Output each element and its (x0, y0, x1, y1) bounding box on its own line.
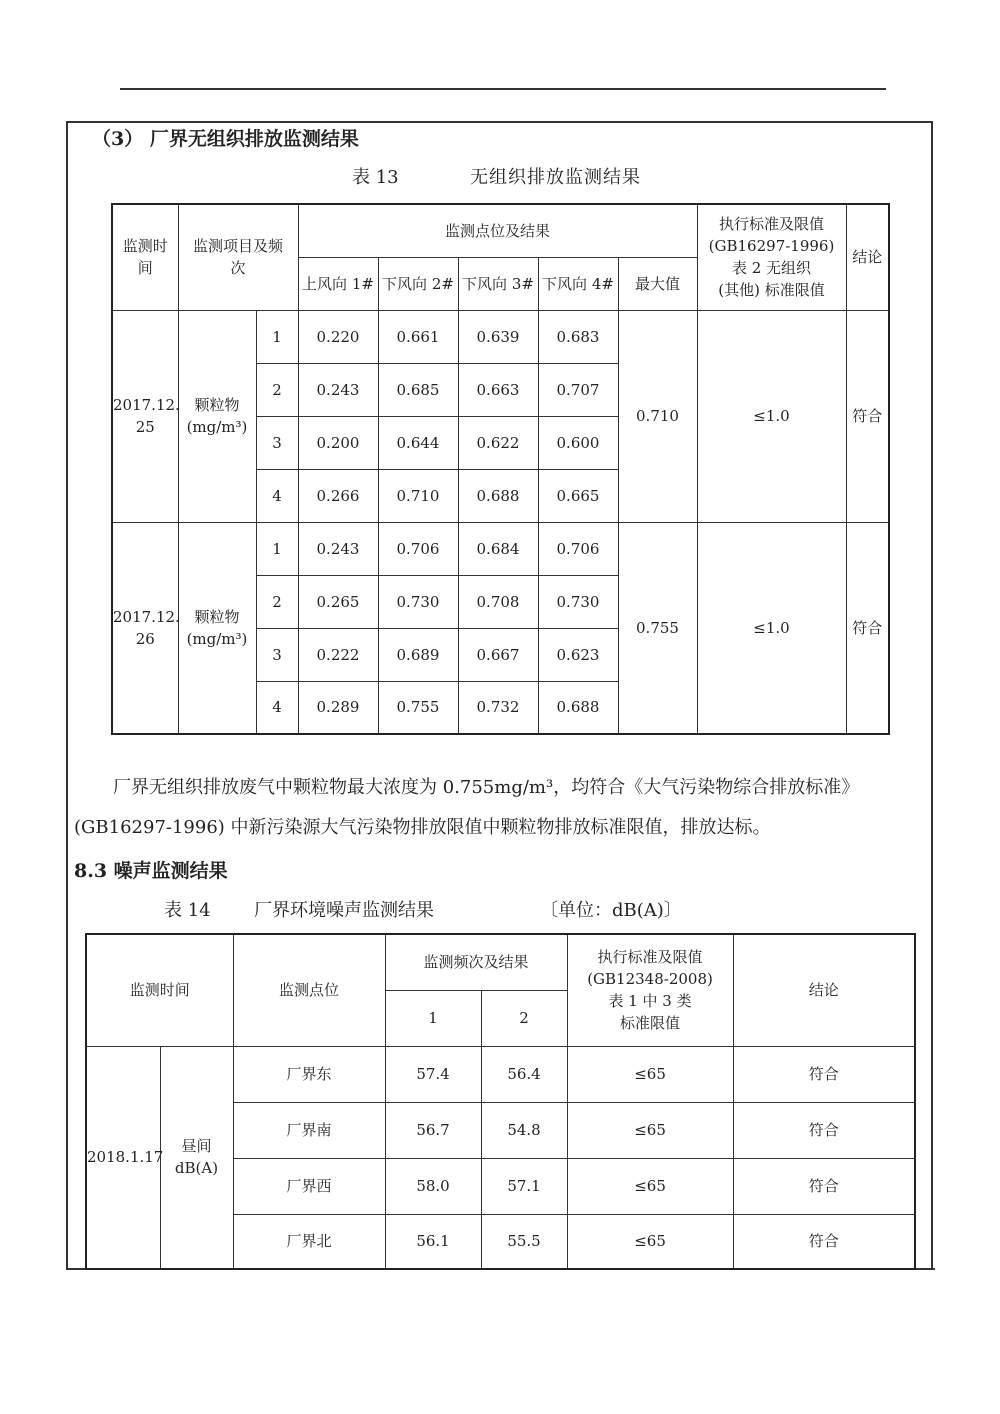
header-frequency-2: 2 (481, 990, 567, 1046)
value-cell: 0.661 (378, 310, 458, 363)
value-cell: 0.685 (378, 363, 458, 416)
conclusion-cell: 符合 (846, 522, 889, 734)
value-cell: 57.1 (481, 1158, 567, 1214)
header-max: 最大值 (618, 257, 697, 310)
header-item: 监测项目及频次 (178, 204, 298, 310)
value-cell: 0.707 (538, 363, 618, 416)
value-cell: 0.600 (538, 416, 618, 469)
value-cell: 0.732 (458, 681, 538, 734)
value-cell: 0.265 (298, 575, 378, 628)
header-point: 监测点位 (233, 934, 385, 1046)
header-standard: 执行标准及限值 (GB16297-1996) 表 2 无组织 (其他) 标准限值 (697, 204, 846, 310)
value-cell: 55.5 (481, 1214, 567, 1269)
point-cell: 厂界东 (233, 1046, 385, 1102)
value-cell: 0.730 (538, 575, 618, 628)
limit-cell: ≤65 (567, 1102, 733, 1158)
section-8-3-title: 8.3 噪声监测结果 (74, 860, 228, 882)
summary-paragraph-line-2: (GB16297-1996) 中新污染源大气污染物排放限值中颗粒物排放标准限值，排放达标。 (74, 817, 771, 838)
header-frequency-1: 1 (385, 990, 481, 1046)
value-cell: 54.8 (481, 1102, 567, 1158)
header-frequency-group: 监测频次及结果 (385, 934, 567, 990)
point-cell: 厂界南 (233, 1102, 385, 1158)
value-cell: 56.7 (385, 1102, 481, 1158)
header-point-3: 下风向 3# (458, 257, 538, 310)
value-cell: 56.4 (481, 1046, 567, 1102)
value-cell: 0.688 (458, 469, 538, 522)
header-conclusion: 结论 (846, 204, 889, 310)
freq-cell: 3 (256, 628, 298, 681)
value-cell: 0.220 (298, 310, 378, 363)
max-cell: 0.755 (618, 522, 697, 734)
value-cell: 56.1 (385, 1214, 481, 1269)
table-14-unit: 〔单位：dB(A)〕 (540, 900, 682, 921)
freq-cell: 1 (256, 522, 298, 575)
value-cell: 57.4 (385, 1046, 481, 1102)
conclusion-cell: 符合 (733, 1158, 915, 1214)
date-cell: 2017.12. 26 (112, 522, 178, 734)
conclusion-cell: 符合 (846, 310, 889, 522)
value-cell: 0.667 (458, 628, 538, 681)
value-cell: 0.683 (538, 310, 618, 363)
value-cell: 0.243 (298, 522, 378, 575)
table-13 (111, 203, 890, 735)
value-cell: 0.289 (298, 681, 378, 734)
value-cell: 0.684 (458, 522, 538, 575)
header-standard: 执行标准及限值 (GB12348-2008) 表 1 中 3 类 标准限值 (567, 934, 733, 1046)
summary-paragraph-line-1: 厂界无组织排放废气中颗粒物最大浓度为 0.755mg/m³，均符合《大气污染物综合排放标准》 (113, 777, 860, 798)
value-cell: 0.644 (378, 416, 458, 469)
header-rule (120, 88, 886, 90)
header-point-1: 上风向 1# (298, 257, 378, 310)
date-cell: 2017.12. 25 (112, 310, 178, 522)
freq-cell: 4 (256, 469, 298, 522)
freq-cell: 1 (256, 310, 298, 363)
conclusion-cell: 符合 (733, 1046, 915, 1102)
value-cell: 0.688 (538, 681, 618, 734)
date-cell: 2018.1.17 (86, 1046, 160, 1269)
value-cell: 0.243 (298, 363, 378, 416)
value-cell: 0.730 (378, 575, 458, 628)
value-cell: 58.0 (385, 1158, 481, 1214)
value-cell: 0.622 (458, 416, 538, 469)
conclusion-cell: 符合 (733, 1214, 915, 1269)
table-14-title: 厂界环境噪声监测结果 (254, 900, 434, 921)
value-cell: 0.200 (298, 416, 378, 469)
limit-cell: ≤65 (567, 1158, 733, 1214)
freq-cell: 2 (256, 363, 298, 416)
table-14-number: 表 14 (164, 900, 211, 921)
freq-cell: 3 (256, 416, 298, 469)
point-cell: 厂界西 (233, 1158, 385, 1214)
value-cell: 0.706 (538, 522, 618, 575)
value-cell: 0.663 (458, 363, 538, 416)
table-14 (85, 933, 916, 1270)
table-13-title: 无组织排放监测结果 (470, 167, 641, 188)
freq-cell: 2 (256, 575, 298, 628)
value-cell: 0.665 (538, 469, 618, 522)
table-13-number: 表 13 (352, 167, 399, 188)
header-time: 监测时间 (86, 934, 233, 1046)
conclusion-cell: 符合 (733, 1102, 915, 1158)
limit-cell: ≤1.0 (697, 522, 846, 734)
period-cell: 昼间 dB(A) (160, 1046, 233, 1269)
header-point-2: 下风向 2# (378, 257, 458, 310)
value-cell: 0.706 (378, 522, 458, 575)
freq-cell: 4 (256, 681, 298, 734)
max-cell: 0.710 (618, 310, 697, 522)
item-cell: 颗粒物 (mg/m³) (178, 310, 256, 522)
header-conclusion: 结论 (733, 934, 915, 1046)
value-cell: 0.222 (298, 628, 378, 681)
limit-cell: ≤65 (567, 1214, 733, 1269)
header-time: 监测时间 (112, 204, 178, 310)
point-cell: 厂界北 (233, 1214, 385, 1269)
value-cell: 0.755 (378, 681, 458, 734)
header-points-group: 监测点位及结果 (298, 204, 697, 257)
header-point-4: 下风向 4# (538, 257, 618, 310)
value-cell: 0.623 (538, 628, 618, 681)
item-cell: 颗粒物 (mg/m³) (178, 522, 256, 734)
limit-cell: ≤65 (567, 1046, 733, 1102)
value-cell: 0.710 (378, 469, 458, 522)
value-cell: 0.689 (378, 628, 458, 681)
value-cell: 0.266 (298, 469, 378, 522)
section-3-title: （3） 厂界无组织排放监测结果 (92, 128, 359, 150)
value-cell: 0.708 (458, 575, 538, 628)
limit-cell: ≤1.0 (697, 310, 846, 522)
value-cell: 0.639 (458, 310, 538, 363)
